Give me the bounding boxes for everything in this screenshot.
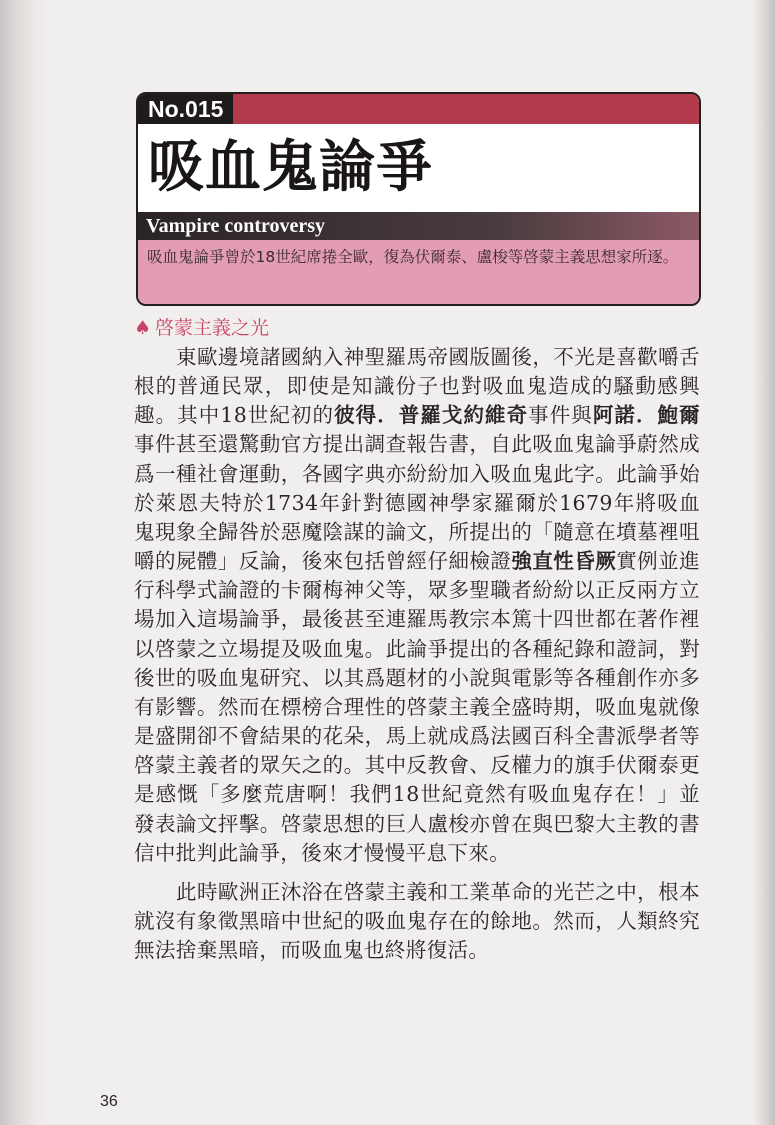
summary-text: 吸血鬼論爭曾於18世紀席捲全歐，復為伏爾泰、盧梭等啓蒙主義思想家所逐。: [147, 248, 679, 266]
page-gutter-shadow: [0, 0, 48, 1125]
highlight-term: 阿諾．鮑爾: [592, 403, 700, 428]
entry-title: 吸血鬼論爭: [148, 135, 433, 200]
entry-title-english: Vampire controversy: [146, 215, 326, 237]
page-edge-shadow: [753, 0, 775, 1125]
entry-number: No.015: [138, 94, 233, 124]
text-segment: 東歐邊境諸國納入神聖羅馬帝國版圖後，不光是喜歡嚼舌根的普通民眾，即使是知識份子也對吸血鬼造成的騷動感興趣。其中18世紀初的: [134, 345, 700, 428]
summary-panel: [138, 240, 699, 304]
text-segment: 事件甚至還驚動官方提出調查報告書，自此吸血鬼論爭蔚然成爲一種社會運動，各國字典亦紛紛加入吸血鬼此字。此論爭始於萊恩夫特於1734年針對德國神學家羅爾於1679年將吸血鬼現象全歸咎於惡魔陰謀的論文，所提出的「隨意在墳墓裡咀嚼的屍體」反論，後來包括曾經仔細檢證: [134, 432, 700, 574]
entry-header-box: [136, 92, 701, 306]
page-number: 36: [100, 1093, 118, 1110]
number-strip: [138, 94, 699, 124]
paragraph-1: [134, 343, 700, 868]
section-heading-text: 啓蒙主義之光: [155, 317, 270, 339]
section-heading: [134, 313, 269, 343]
text-segment: 實例並進行科學式論證的卡爾梅神父等，眾多聖職者紛紛以正反兩方立場加入這場論爭，最後甚至連羅馬教宗本篤十四世都在著作裡以啓蒙之立場提及吸血鬼。此論爭提出的各種紀錄和證詞，對後世的吸血鬼研究、以其爲題材的小說與電影等各種創作亦多有影響。然而在標榜合理性的啓蒙主義全盛時期，吸血鬼就像是盛開卻不會結果的花朵，馬上就成爲法國百科全書派學者等啓蒙主義者的眾矢之的。其中反教會、反權力的旗手伏爾泰更是感慨「多麼荒唐啊！我們18世紀竟然有吸血鬼存在！」並發表論文抨擊。啓蒙思想的巨人盧梭亦曾在與巴黎大主教的書信中批判此論爭，後來才慢慢平息下來。: [134, 549, 700, 865]
highlight-term: 彼得．普羅戈約維奇: [334, 403, 529, 428]
highlight-term: 強直性昏厥: [511, 549, 617, 574]
text-segment: 事件與: [528, 403, 593, 428]
english-title-bar: [138, 212, 699, 240]
paragraph-2: 此時歐洲正沐浴在啓蒙主義和工業革命的光芒之中，根本就沒有象徵黑暗中世紀的吸血鬼存在的餘地。然而，人類終究無法捨棄黑暗，而吸血鬼也終將復活。: [134, 879, 700, 963]
article-body: [134, 343, 700, 965]
spade-icon: ♠: [134, 317, 152, 339]
